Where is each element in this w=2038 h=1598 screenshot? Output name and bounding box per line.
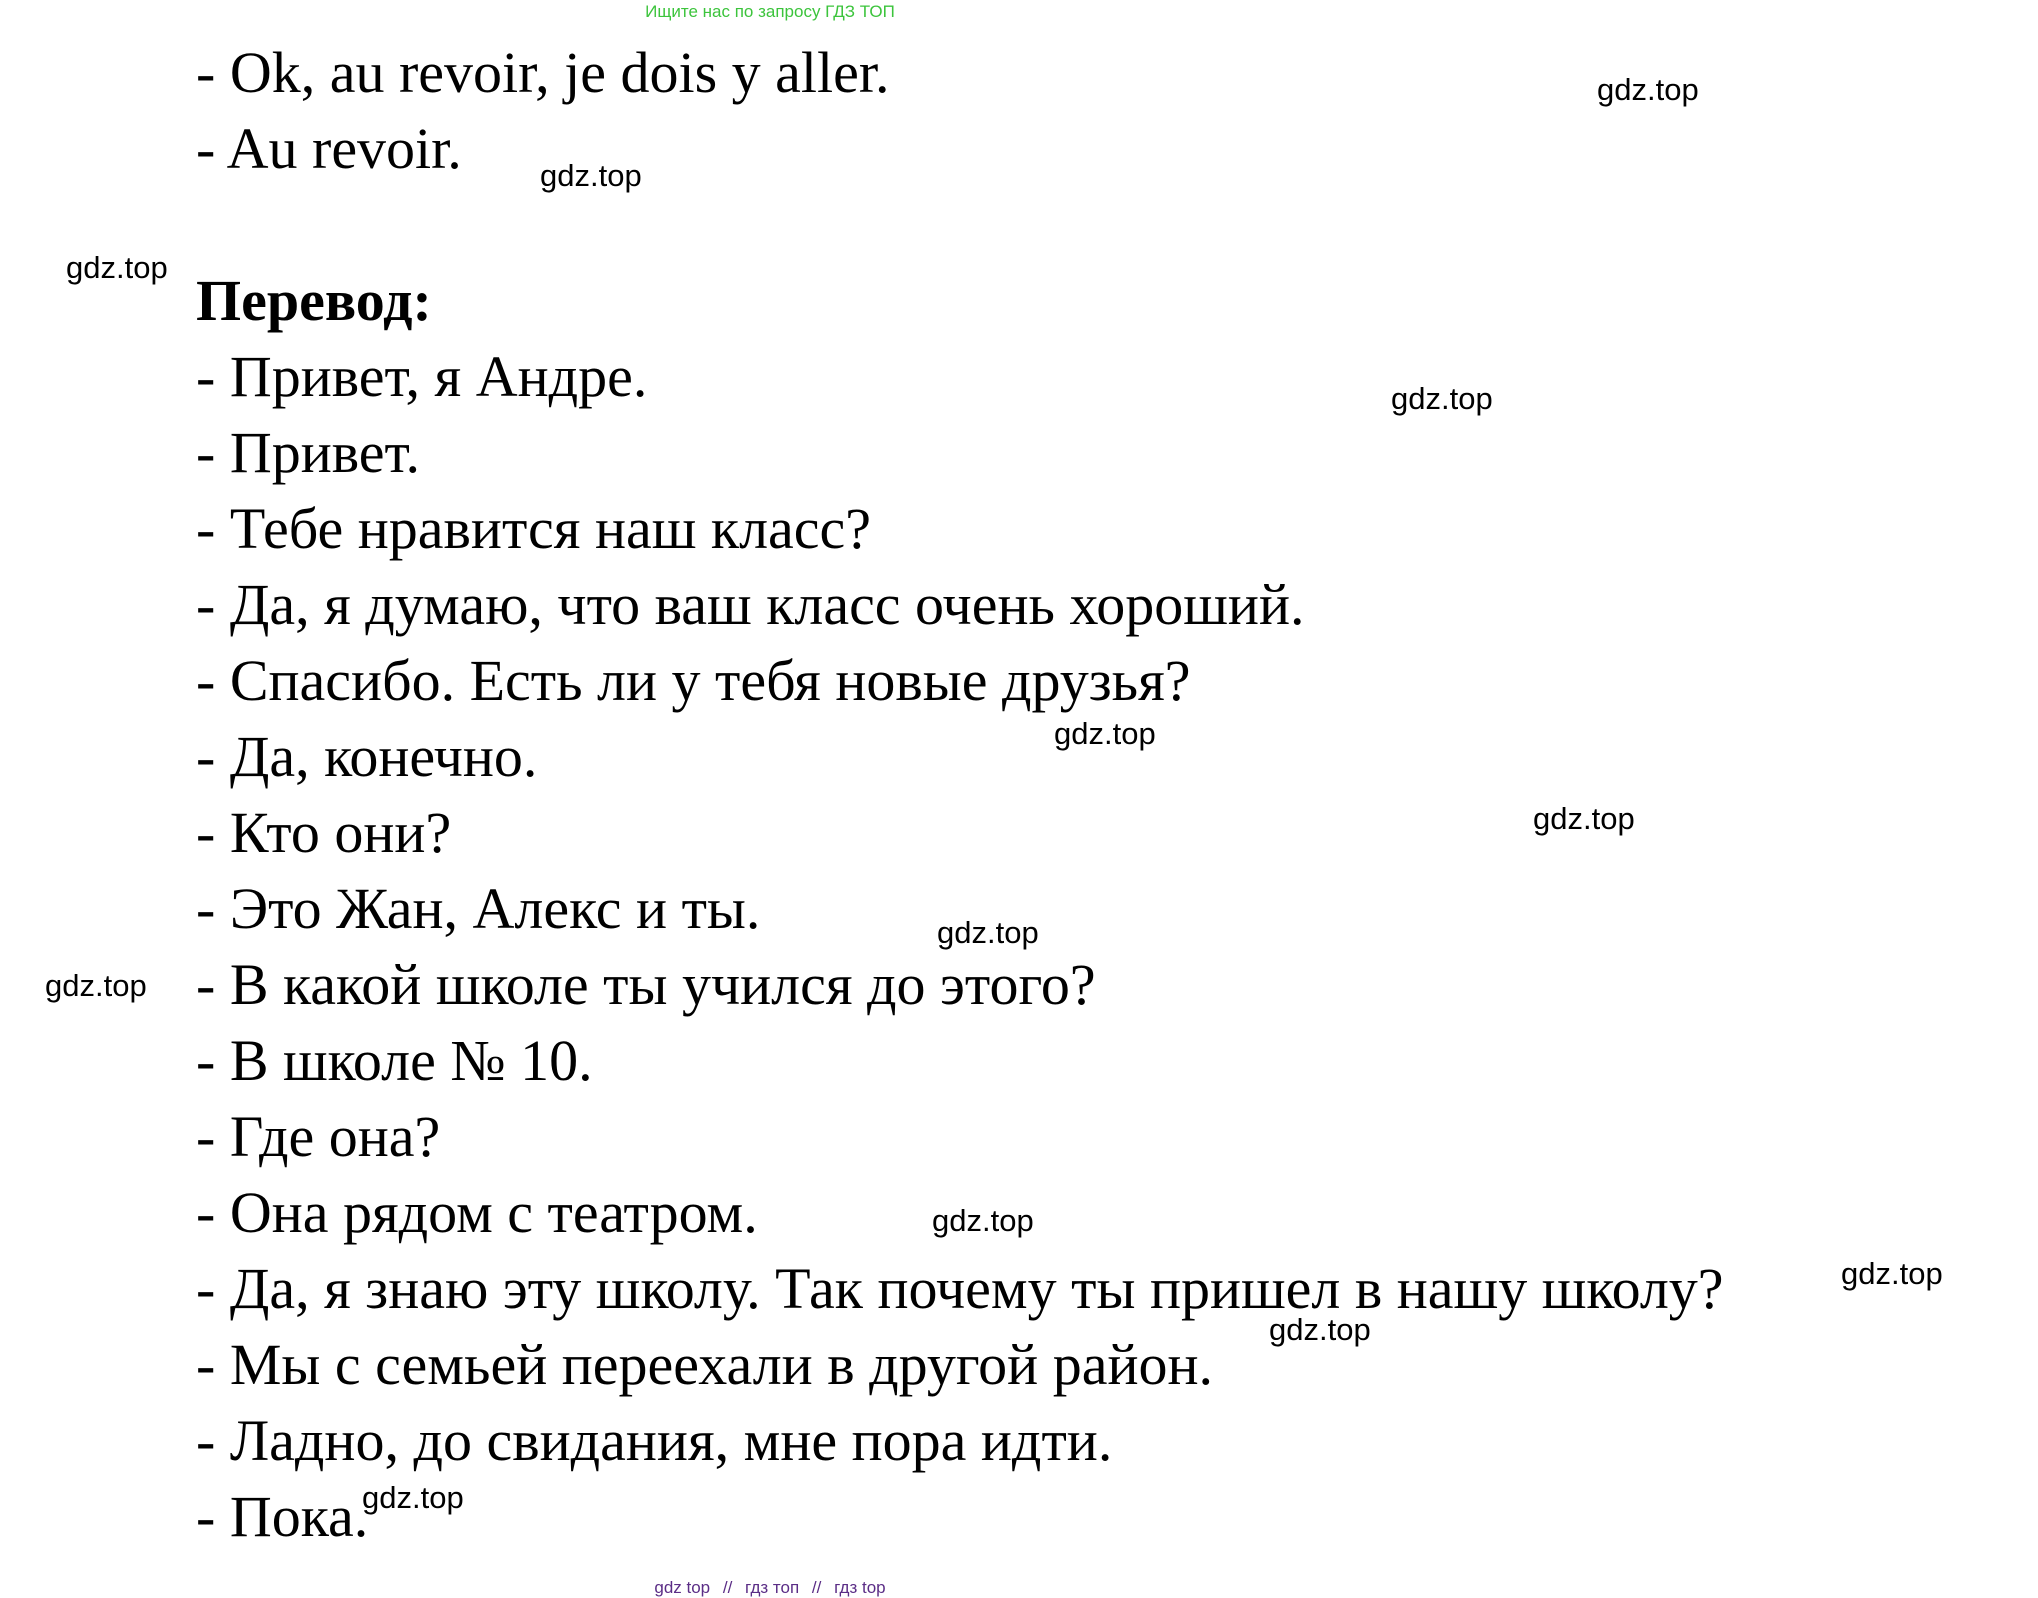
watermark: gdz.top [1054, 716, 1156, 751]
translation-line: - Мы с семьей переехали в другой район. [196, 1332, 1214, 1397]
top-banner: Ищите нас по запросу ГДЗ ТОП [645, 2, 895, 21]
translation-line: - Она рядом с театром. [196, 1180, 758, 1245]
translation-line: - Где она? [196, 1104, 441, 1169]
translation-heading: Перевод: [196, 268, 432, 333]
translation-line: - Это Жан, Алекс и ты. [196, 876, 761, 941]
watermark: gdz.top [66, 250, 168, 285]
watermark: gdz.top [1841, 1256, 1943, 1291]
translation-line: - Привет, я Андре. [196, 344, 648, 409]
french-line: - Au revoir. [196, 116, 462, 181]
watermark: gdz.top [932, 1203, 1034, 1238]
watermark: gdz.top [45, 968, 147, 1003]
translation-line: - Да, конечно. [196, 724, 538, 789]
footer-link-gdz-top-mixed[interactable]: гдз top [834, 1578, 886, 1597]
translation-line: - Ладно, до свидания, мне пора идти. [196, 1408, 1113, 1473]
translation-line: - Да, я думаю, что ваш класс очень хороший. [196, 572, 1305, 637]
watermark: gdz.top [362, 1480, 464, 1515]
watermark: gdz.top [1597, 72, 1699, 107]
translation-line: - В какой школе ты учился до этого? [196, 952, 1096, 1017]
translation-line: - Да, я знаю эту школу. Так почему ты пришел в нашу школу? [196, 1256, 1724, 1321]
footer-link-gdz-top[interactable]: gdz top [654, 1578, 711, 1597]
translation-line: - Пока. [196, 1484, 369, 1549]
translation-line: - Кто они? [196, 800, 452, 865]
watermark: gdz.top [937, 915, 1039, 950]
translation-line: - Привет. [196, 420, 421, 485]
watermark: gdz.top [1269, 1312, 1371, 1347]
footer [0, 1578, 1540, 1598]
translation-line: - Спасибо. Есть ли у тебя новые друзья? [196, 648, 1191, 713]
translation-line: - В школе № 10. [196, 1028, 593, 1093]
french-line: - Ok, au revoir, je dois y aller. [196, 40, 890, 105]
translation-line: - Тебе нравится наш класс? [196, 496, 871, 561]
watermark: gdz.top [540, 158, 642, 193]
watermark: gdz.top [1391, 381, 1493, 416]
footer-separator: // [722, 1578, 733, 1597]
footer-link-gdz-top-ru[interactable]: гдз топ [745, 1578, 800, 1597]
watermark: gdz.top [1533, 801, 1635, 836]
footer-separator: // [811, 1578, 822, 1597]
